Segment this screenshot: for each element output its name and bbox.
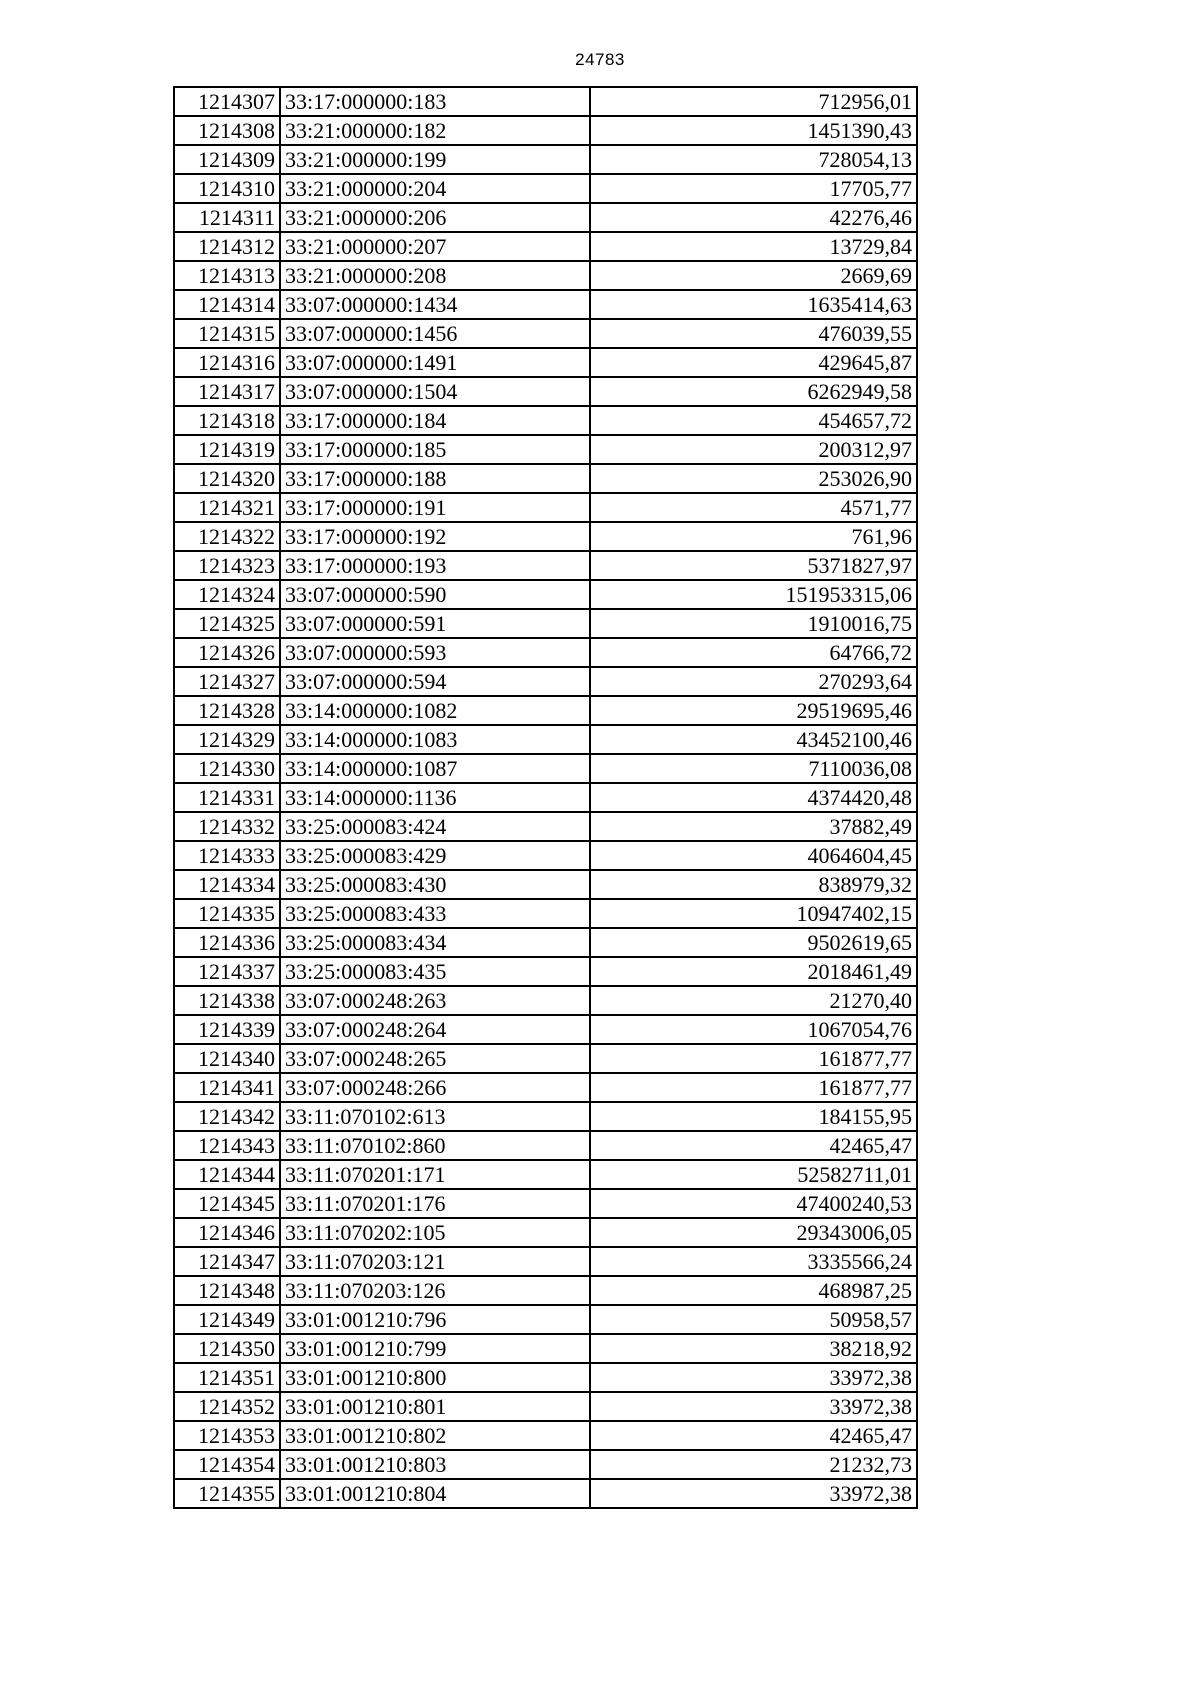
table-row xyxy=(174,1131,917,1160)
row-number-cell: 1214342 xyxy=(174,1102,280,1131)
table-row xyxy=(174,725,917,754)
table-row xyxy=(174,551,917,580)
row-number-cell: 1214325 xyxy=(174,609,280,638)
table-row xyxy=(174,986,917,1015)
table-row xyxy=(174,812,917,841)
cadastral-number-cell: 33:01:001210:800 xyxy=(280,1363,590,1392)
row-number-cell: 1214315 xyxy=(174,319,280,348)
row-number-cell: 1214341 xyxy=(174,1073,280,1102)
table-row xyxy=(174,667,917,696)
value-cell: 7110036,08 xyxy=(590,754,917,783)
table-row xyxy=(174,319,917,348)
value-cell: 38218,92 xyxy=(590,1334,917,1363)
cadastral-number-cell: 33:11:070203:121 xyxy=(280,1247,590,1276)
value-cell: 33972,38 xyxy=(590,1392,917,1421)
cadastral-number-cell: 33:01:001210:804 xyxy=(280,1479,590,1508)
table-row xyxy=(174,580,917,609)
cadastral-number-cell: 33:07:000000:1456 xyxy=(280,319,590,348)
cadastral-number-cell: 33:07:000000:1504 xyxy=(280,377,590,406)
cadastral-number-cell: 33:17:000000:184 xyxy=(280,406,590,435)
table-row xyxy=(174,406,917,435)
table-row xyxy=(174,1218,917,1247)
value-cell: 161877,77 xyxy=(590,1073,917,1102)
table-row xyxy=(174,377,917,406)
table-row xyxy=(174,899,917,928)
cadastral-number-cell: 33:25:000083:429 xyxy=(280,841,590,870)
table-row xyxy=(174,203,917,232)
value-cell: 838979,32 xyxy=(590,870,917,899)
value-cell: 1067054,76 xyxy=(590,1015,917,1044)
value-cell: 454657,72 xyxy=(590,406,917,435)
table-row xyxy=(174,696,917,725)
cadastral-number-cell: 33:01:001210:796 xyxy=(280,1305,590,1334)
row-number-cell: 1214336 xyxy=(174,928,280,957)
cadastral-value-table xyxy=(173,86,918,1509)
row-number-cell: 1214320 xyxy=(174,464,280,493)
table-row xyxy=(174,435,917,464)
cadastral-number-cell: 33:25:000083:434 xyxy=(280,928,590,957)
value-cell: 33972,38 xyxy=(590,1363,917,1392)
cadastral-number-cell: 33:11:070102:860 xyxy=(280,1131,590,1160)
table-row xyxy=(174,1247,917,1276)
row-number-cell: 1214329 xyxy=(174,725,280,754)
cadastral-number-cell: 33:17:000000:192 xyxy=(280,522,590,551)
row-number-cell: 1214355 xyxy=(174,1479,280,1508)
page-number: 24783 xyxy=(575,50,625,69)
row-number-cell: 1214317 xyxy=(174,377,280,406)
table-row xyxy=(174,609,917,638)
row-number-cell: 1214310 xyxy=(174,174,280,203)
table-row xyxy=(174,783,917,812)
value-cell: 13729,84 xyxy=(590,232,917,261)
cadastral-number-cell: 33:25:000083:433 xyxy=(280,899,590,928)
cadastral-number-cell: 33:25:000083:435 xyxy=(280,957,590,986)
cadastral-number-cell: 33:17:000000:193 xyxy=(280,551,590,580)
row-number-cell: 1214314 xyxy=(174,290,280,319)
value-cell: 6262949,58 xyxy=(590,377,917,406)
row-number-cell: 1214348 xyxy=(174,1276,280,1305)
row-number-cell: 1214318 xyxy=(174,406,280,435)
row-number-cell: 1214334 xyxy=(174,870,280,899)
table-row xyxy=(174,928,917,957)
row-number-cell: 1214316 xyxy=(174,348,280,377)
table-row xyxy=(174,1392,917,1421)
table-row xyxy=(174,1450,917,1479)
value-cell: 50958,57 xyxy=(590,1305,917,1334)
value-cell: 64766,72 xyxy=(590,638,917,667)
value-cell: 4571,77 xyxy=(590,493,917,522)
row-number-cell: 1214322 xyxy=(174,522,280,551)
cadastral-number-cell: 33:21:000000:204 xyxy=(280,174,590,203)
row-number-cell: 1214345 xyxy=(174,1189,280,1218)
cadastral-number-cell: 33:07:000000:1491 xyxy=(280,348,590,377)
value-cell: 2018461,49 xyxy=(590,957,917,986)
table-row xyxy=(174,1334,917,1363)
value-cell: 42465,47 xyxy=(590,1131,917,1160)
cadastral-number-cell: 33:11:070203:126 xyxy=(280,1276,590,1305)
row-number-cell: 1214349 xyxy=(174,1305,280,1334)
cadastral-number-cell: 33:14:000000:1083 xyxy=(280,725,590,754)
value-cell: 21270,40 xyxy=(590,986,917,1015)
row-number-cell: 1214309 xyxy=(174,145,280,174)
row-number-cell: 1214333 xyxy=(174,841,280,870)
value-cell: 52582711,01 xyxy=(590,1160,917,1189)
table-row xyxy=(174,1276,917,1305)
row-number-cell: 1214332 xyxy=(174,812,280,841)
table-row xyxy=(174,754,917,783)
table-row xyxy=(174,145,917,174)
cadastral-number-cell: 33:25:000083:424 xyxy=(280,812,590,841)
value-cell: 33972,38 xyxy=(590,1479,917,1508)
cadastral-number-cell: 33:07:000000:590 xyxy=(280,580,590,609)
row-number-cell: 1214338 xyxy=(174,986,280,1015)
table-row xyxy=(174,522,917,551)
value-cell: 1635414,63 xyxy=(590,290,917,319)
value-cell: 21232,73 xyxy=(590,1450,917,1479)
table-row xyxy=(174,116,917,145)
row-number-cell: 1214330 xyxy=(174,754,280,783)
row-number-cell: 1214319 xyxy=(174,435,280,464)
row-number-cell: 1214328 xyxy=(174,696,280,725)
row-number-cell: 1214312 xyxy=(174,232,280,261)
row-number-cell: 1214351 xyxy=(174,1363,280,1392)
cadastral-number-cell: 33:17:000000:188 xyxy=(280,464,590,493)
row-number-cell: 1214354 xyxy=(174,1450,280,1479)
value-cell: 728054,13 xyxy=(590,145,917,174)
cadastral-number-cell: 33:17:000000:185 xyxy=(280,435,590,464)
value-cell: 17705,77 xyxy=(590,174,917,203)
cadastral-number-cell: 33:01:001210:801 xyxy=(280,1392,590,1421)
row-number-cell: 1214307 xyxy=(174,87,280,116)
cadastral-number-cell: 33:01:001210:802 xyxy=(280,1421,590,1450)
row-number-cell: 1214343 xyxy=(174,1131,280,1160)
table-row xyxy=(174,1160,917,1189)
value-cell: 184155,95 xyxy=(590,1102,917,1131)
table-row xyxy=(174,1189,917,1218)
cadastral-number-cell: 33:17:000000:191 xyxy=(280,493,590,522)
value-cell: 270293,64 xyxy=(590,667,917,696)
value-cell: 4064604,45 xyxy=(590,841,917,870)
value-cell: 761,96 xyxy=(590,522,917,551)
value-cell: 1451390,43 xyxy=(590,116,917,145)
table-row xyxy=(174,1073,917,1102)
cadastral-number-cell: 33:21:000000:206 xyxy=(280,203,590,232)
table-row xyxy=(174,1305,917,1334)
table-body xyxy=(174,87,917,1508)
value-cell: 1910016,75 xyxy=(590,609,917,638)
cadastral-number-cell: 33:01:001210:799 xyxy=(280,1334,590,1363)
cadastral-number-cell: 33:07:000000:593 xyxy=(280,638,590,667)
value-cell: 3335566,24 xyxy=(590,1247,917,1276)
table-row xyxy=(174,1102,917,1131)
row-number-cell: 1214331 xyxy=(174,783,280,812)
value-cell: 37882,49 xyxy=(590,812,917,841)
cadastral-number-cell: 33:21:000000:207 xyxy=(280,232,590,261)
row-number-cell: 1214311 xyxy=(174,203,280,232)
row-number-cell: 1214327 xyxy=(174,667,280,696)
table-row xyxy=(174,87,917,116)
cadastral-number-cell: 33:11:070202:105 xyxy=(280,1218,590,1247)
table-row xyxy=(174,464,917,493)
table-row xyxy=(174,232,917,261)
row-number-cell: 1214340 xyxy=(174,1044,280,1073)
cadastral-number-cell: 33:07:000000:594 xyxy=(280,667,590,696)
table-row xyxy=(174,261,917,290)
table-row xyxy=(174,1421,917,1450)
cadastral-number-cell: 33:07:000248:264 xyxy=(280,1015,590,1044)
table-row xyxy=(174,290,917,319)
table-row xyxy=(174,957,917,986)
row-number-cell: 1214344 xyxy=(174,1160,280,1189)
table-row xyxy=(174,1044,917,1073)
cadastral-number-cell: 33:07:000000:591 xyxy=(280,609,590,638)
value-cell: 43452100,46 xyxy=(590,725,917,754)
table-row xyxy=(174,348,917,377)
table-row xyxy=(174,1479,917,1508)
cadastral-number-cell: 33:07:000248:266 xyxy=(280,1073,590,1102)
row-number-cell: 1214308 xyxy=(174,116,280,145)
cadastral-number-cell: 33:25:000083:430 xyxy=(280,870,590,899)
row-number-cell: 1214350 xyxy=(174,1334,280,1363)
row-number-cell: 1214326 xyxy=(174,638,280,667)
row-number-cell: 1214324 xyxy=(174,580,280,609)
row-number-cell: 1214337 xyxy=(174,957,280,986)
cadastral-number-cell: 33:01:001210:803 xyxy=(280,1450,590,1479)
cadastral-number-cell: 33:07:000248:265 xyxy=(280,1044,590,1073)
value-cell: 5371827,97 xyxy=(590,551,917,580)
value-cell: 42276,46 xyxy=(590,203,917,232)
value-cell: 42465,47 xyxy=(590,1421,917,1450)
value-cell: 29519695,46 xyxy=(590,696,917,725)
value-cell: 161877,77 xyxy=(590,1044,917,1073)
value-cell: 429645,87 xyxy=(590,348,917,377)
cadastral-number-cell: 33:07:000000:1434 xyxy=(280,290,590,319)
row-number-cell: 1214335 xyxy=(174,899,280,928)
row-number-cell: 1214339 xyxy=(174,1015,280,1044)
table-row xyxy=(174,1015,917,1044)
value-cell: 47400240,53 xyxy=(590,1189,917,1218)
value-cell: 10947402,15 xyxy=(590,899,917,928)
cadastral-number-cell: 33:21:000000:199 xyxy=(280,145,590,174)
cadastral-number-cell: 33:21:000000:182 xyxy=(280,116,590,145)
value-cell: 4374420,48 xyxy=(590,783,917,812)
value-cell: 151953315,06 xyxy=(590,580,917,609)
row-number-cell: 1214313 xyxy=(174,261,280,290)
cadastral-number-cell: 33:11:070201:176 xyxy=(280,1189,590,1218)
value-cell: 468987,25 xyxy=(590,1276,917,1305)
value-cell: 2669,69 xyxy=(590,261,917,290)
cadastral-number-cell: 33:11:070102:613 xyxy=(280,1102,590,1131)
row-number-cell: 1214347 xyxy=(174,1247,280,1276)
cadastral-number-cell: 33:17:000000:183 xyxy=(280,87,590,116)
cadastral-number-cell: 33:11:070201:171 xyxy=(280,1160,590,1189)
value-cell: 476039,55 xyxy=(590,319,917,348)
value-cell: 712956,01 xyxy=(590,87,917,116)
value-cell: 200312,97 xyxy=(590,435,917,464)
table-row xyxy=(174,841,917,870)
row-number-cell: 1214321 xyxy=(174,493,280,522)
table-row xyxy=(174,638,917,667)
value-cell: 9502619,65 xyxy=(590,928,917,957)
table-row xyxy=(174,870,917,899)
cadastral-number-cell: 33:07:000248:263 xyxy=(280,986,590,1015)
table-row xyxy=(174,493,917,522)
row-number-cell: 1214352 xyxy=(174,1392,280,1421)
table-row xyxy=(174,1363,917,1392)
cadastral-number-cell: 33:14:000000:1082 xyxy=(280,696,590,725)
row-number-cell: 1214346 xyxy=(174,1218,280,1247)
row-number-cell: 1214323 xyxy=(174,551,280,580)
value-cell: 253026,90 xyxy=(590,464,917,493)
cadastral-number-cell: 33:21:000000:208 xyxy=(280,261,590,290)
value-cell: 29343006,05 xyxy=(590,1218,917,1247)
row-number-cell: 1214353 xyxy=(174,1421,280,1450)
table-row xyxy=(174,174,917,203)
cadastral-number-cell: 33:14:000000:1136 xyxy=(280,783,590,812)
cadastral-number-cell: 33:14:000000:1087 xyxy=(280,754,590,783)
